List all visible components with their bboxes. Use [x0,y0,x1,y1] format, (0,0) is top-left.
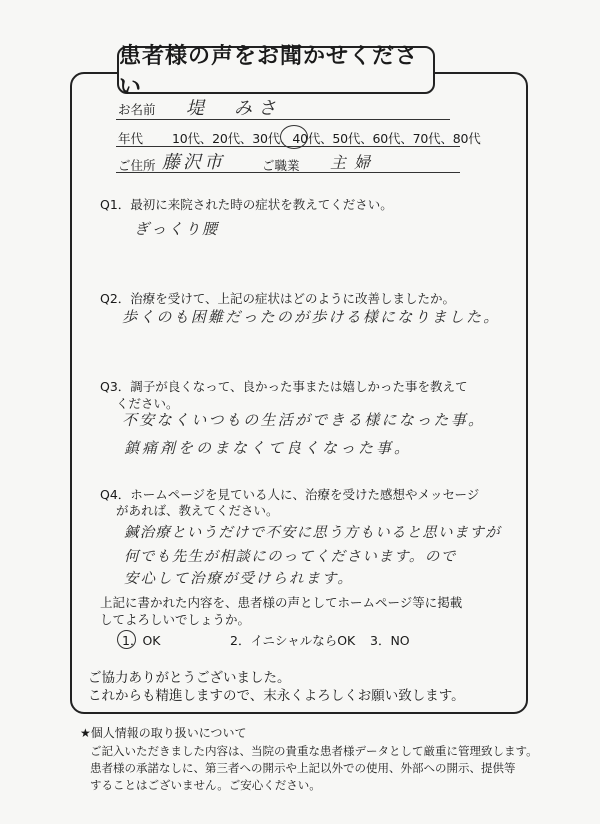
question-1: Q1．最初に来院された時の症状を教えてください。 [100,197,393,212]
answer-3-line-2: 鎮痛剤をのまなくて良くなった事。 [124,439,413,457]
question-3-line-1: Q3．調子が良くなって、良かった事または嬉しかった事を教えて [100,379,468,394]
thanks-line-2: これからも精進しますので、末永くよろしくお願い致します。 [88,688,465,704]
address-label: ご住所 [118,158,156,173]
answer-4-line-2: 何でも先生が相談にのってくださいます。ので [124,549,457,565]
question-3-line-2: ください。 [116,396,179,411]
consent-option-initials: 2．イニシャルならOK [230,633,356,648]
privacy-line-1: ご記入いただきました内容は、当院の貴重な患者様データとして厳重に管理致します。 [90,744,538,758]
answer-3-line-1: 不安なくいつもの生活ができる様になった事。 [122,411,486,429]
privacy-line-3: することはございません。ご安心ください。 [90,778,321,792]
age-underline [116,146,460,147]
name-label: お名前 [118,102,156,117]
answer-2: 歩くのも困難だったのが歩ける様になりました。 [122,308,501,326]
question-2: Q2．治療を受けて、上記の症状はどのように改善しましたか。 [100,291,456,306]
occupation-value: 主婦 [330,153,379,172]
privacy-heading: ★個人情報の取り扱いについて [80,726,247,740]
consent-option-ok: 1．OK [122,633,161,648]
address-value: 藤沢市 [162,152,225,173]
address-underline [116,172,460,173]
consent-line-1: 上記に書かれた内容を、患者様の声としてホームページ等に掲載 [100,595,463,610]
consent-line-2: してよろしいでしょうか。 [100,612,251,627]
privacy-line-2: 患者様の承諾なしに、第三者への開示や上記以外での使用、外部への開示、提供等 [90,761,516,775]
page-title: 患者様の声をお聞かせください [117,46,435,94]
question-4-line-1: Q4．ホームページを見ている人に、治療を受けた感想やメッセージ [100,487,480,502]
question-4-line-2: があれば、教えてください。 [116,503,279,518]
occupation-label: ご職業 [262,158,300,173]
name-value: 堤 みさ [186,98,282,119]
thanks-line-1: ご協力ありがとうございました。 [88,670,291,686]
name-underline [116,119,450,120]
age-label: 年代 [118,131,144,146]
age-options: 10代、20代、30代、40代、50代、60代、70代、80代 [172,131,481,146]
consent-selection-circle [117,630,136,649]
answer-1: ぎっくり腰 [134,220,220,238]
answer-4-line-1: 鍼治療というだけで不安に思う方もいると思いますが [124,525,501,541]
consent-option-no: 3．NO [370,633,410,648]
answer-4-line-3: 安心して治療が受けられます。 [124,571,354,587]
